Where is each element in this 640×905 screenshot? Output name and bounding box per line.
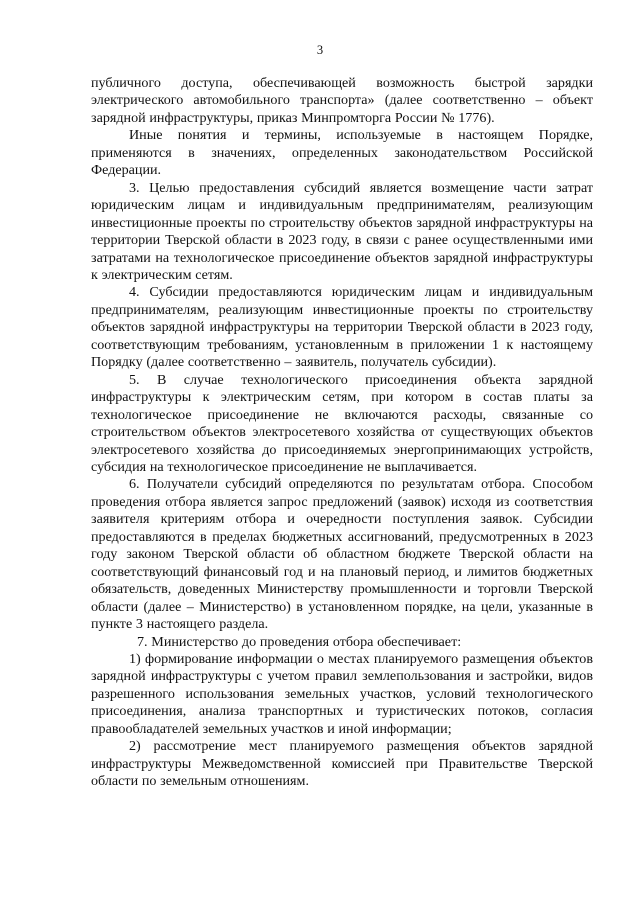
- paragraph-7-ministry: 7. Министерство до проведения отбора обеспечивает:: [137, 633, 462, 650]
- paragraph-6-selection: 6. Получатели субсидий определяются по результатам отбора. Способом проведения отбора является запрос предложений (заявок) исходя из соответствия заявителя критериям отбора и очередности поступления заявок. Субсидии предоставляются в пределах бюджетных ассигнований, предусмотренных в 2023 году законом Тверской области об областном бюджете Тверской области на соответствующий финансовый год и на плановый период, и лимитов бюджетных обязательств, доведенных Министерству промышленности и торговли Тверской области (далее – Министерство) в установленном порядке, на цели, указанные в пункте 3 настоящего раздела.: [91, 476, 593, 633]
- paragraph-5-connection: 5. В случае технологического присоединения объекта зарядной инфраструктуры к электрическим сетям, при котором в состав платы за технологическое присоединение не включаются расходы, связанные со строительством объектов электросетевого хозяйства от существующих объектов электросетевого хозяйства до присоединяемых энергопринимающих устройств, субсидия на технологическое присоединение не выплачивается.: [91, 371, 593, 475]
- paragraph-3-purpose: 3. Целью предоставления субсидий является возмещение части затрат юридическим лицам и индивидуальным предпринимателям, реализующим инвестиционные проекты по строительству объектов зарядной инфраструктуры на территории Тверской области в 2023 году, в связи с ранее осуществленными ими затратами на технологическое присоединение объектов зарядной инфраструктуры к электрическим сетям.: [91, 179, 593, 283]
- page-number: 3: [316, 43, 324, 57]
- paragraph-4-recipients: 4. Субсидии предоставляются юридическим лицам и индивидуальным предпринимателям, реализующим инвестиционные проекты по строительству объектов зарядной инфраструктуры на территории Тверской области в 2023 году, соответствующим требованиям, установленным в приложении 1 к настоящему Порядку (далее соответственно – заявитель, получатель субсидии).: [91, 284, 593, 371]
- document-body: [91, 75, 593, 791]
- paragraph-continuation: публичного доступа, обеспечивающей возможность быстрой зарядки электрического автомобильного транспорта» (далее соответственно – объект зарядной инфраструктуры, приказ Минпромторга России № 1776).: [91, 75, 593, 126]
- paragraph-7-item-1: 1) формирование информации о местах планируемого размещения объектов зарядной инфраструктуры с учетом правил землепользования и застройки, видов разрешенного использования земельных участков, условий технологического присоединения, анализа транспортных и туристических потоков, согласия правообладателей земельных участков и иной информации;: [91, 650, 593, 737]
- paragraph-other-terms: Иные понятия и термины, используемые в настоящем Порядке, применяются в значениях, определенных законодательством Российской Федерации.: [91, 127, 593, 179]
- paragraph-7-item-2: 2) рассмотрение мест планируемого размещения объектов зарядной инфраструктуры Межведомственной комиссией при Правительстве Тверской области по земельным отношениям.: [91, 738, 593, 790]
